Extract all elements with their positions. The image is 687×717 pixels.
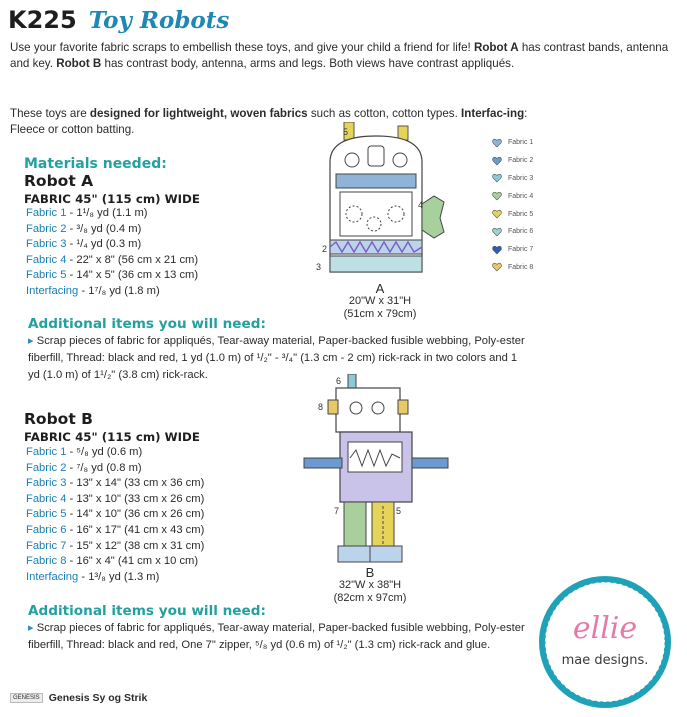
- heart-icon: [492, 191, 502, 201]
- robot-a-caption: [300, 282, 460, 321]
- robot-a-letter: A: [375, 281, 385, 296]
- robot-b-arm-left: [304, 458, 342, 468]
- robot-b-eye-left: [350, 402, 362, 414]
- fabric-amount: - 14" x 10" (36 cm x 26 cm): [66, 508, 205, 521]
- fabric-label: Fabric 7: [26, 539, 67, 552]
- legend-label: Fabric 1: [508, 139, 534, 147]
- fabric-label: Fabric 2: [26, 461, 67, 474]
- callout-2: 2: [322, 244, 328, 254]
- fabric-note-text: These toys are: [10, 107, 90, 120]
- pattern-title: Toy Robots: [88, 7, 230, 34]
- fabric-amount: - 1⁷/₈ yd (1.8 m): [78, 284, 160, 297]
- pattern-code: K225: [8, 6, 77, 34]
- fabric-amount: - 13" x 10" (33 cm x 26 cm): [66, 492, 205, 505]
- intro-robot-a: Robot A: [473, 41, 519, 54]
- triangle-bullet-icon: ▸: [28, 622, 34, 634]
- heart-icon: [492, 227, 502, 237]
- additional-text-b: [28, 620, 528, 654]
- robot_b-item: [26, 492, 204, 508]
- additional-items-b: Scrap pieces of fabric for appliqués, Tear-away material, Paper-backed fusible webbing, Poly-ester fiberfill, Thread: black and red, One 7" zipper, ⁵/₈ yd (0.6 m) of ¹/₂" (1.3 cm) rick-rack and glue.: [28, 622, 525, 651]
- callout-8: 8: [318, 402, 324, 412]
- robot-a-heading: Robot A: [24, 172, 94, 190]
- robot-b-size-cm: (82cm x 97cm): [333, 592, 407, 604]
- legend-item: [492, 223, 533, 241]
- robot-b-foot-left: [338, 546, 370, 562]
- callout-5: 5: [396, 506, 402, 516]
- robot-a-panel: [340, 192, 412, 236]
- fabric-amount: - 22" x 8" (56 cm x 21 cm): [66, 253, 199, 266]
- legend-item: [492, 152, 533, 170]
- triangle-bullet-icon: ▸: [28, 335, 34, 347]
- callout-3: 3: [316, 262, 322, 272]
- robot-a-eye-right: [393, 153, 407, 167]
- legend-label: Fabric 7: [508, 246, 534, 254]
- robot_a-item: [26, 237, 198, 253]
- fabric-amount: - 16" x 17" (41 cm x 43 cm): [66, 523, 205, 536]
- heart-icon: [492, 156, 502, 166]
- fabric-label: Fabric 3: [26, 477, 67, 490]
- robot-b-heading: Robot B: [24, 410, 93, 428]
- badge-mae-designs: mae designs.: [561, 653, 649, 668]
- fabric-label: Interfacing: [26, 284, 79, 297]
- fabric-legend: [492, 134, 533, 276]
- robot-b-illustration: [290, 374, 460, 574]
- legend-item: [492, 134, 533, 152]
- footer: [10, 692, 147, 704]
- additional-items-a: Scrap pieces of fabric for appliqués, Tear-away material, Paper-backed fusible webbing, Poly-ester fiberfill, Thread: black and red, 1 yd (1.0 m) of ¹/₂" - ³/₄" (1.3 cm - 2 cm) rick-rack in two colors and 1 yd (1.0 m) of 1¹/₂" (3.8 cm) rick-rack.: [28, 335, 525, 381]
- legend-item: [492, 259, 533, 277]
- fabric-label: Fabric 3: [26, 238, 67, 251]
- robot-b-ear-left: [328, 400, 338, 414]
- additional-heading-b: Additional items you will need:: [28, 603, 266, 619]
- robot-b-head: [336, 388, 400, 432]
- robot-b-arm-right: [412, 458, 448, 468]
- heart-icon: [492, 173, 502, 183]
- heart-icon: [492, 138, 502, 148]
- robot-a-size-in: 20"W x 31"H: [348, 295, 412, 307]
- legend-item: [492, 170, 533, 188]
- robot_b-item: [26, 476, 204, 492]
- intro-text: has contrast body, antenna, arms and legs. Both views have contrast appliqués.: [101, 56, 515, 70]
- legend-item: [492, 241, 533, 259]
- legend-label: Fabric 3: [508, 174, 534, 182]
- robot_b-item: [26, 554, 204, 570]
- fabric-amount: - ¹/₄ yd (0.3 m): [66, 238, 142, 251]
- robot_b-item: [26, 507, 204, 523]
- fabric-label: Fabric 5: [26, 269, 67, 282]
- heart-icon: [492, 262, 502, 272]
- legend-item: [492, 205, 533, 223]
- robot-a-fabric-width: FABRIC 45" (115 cm) WIDE: [24, 192, 200, 206]
- robot-b-size-in: 32"W x 38"H: [338, 579, 402, 591]
- robot-b-antenna: [348, 374, 356, 388]
- fabric-note-text: : Fleece or cotton batting.: [10, 107, 528, 136]
- callout-7: 7: [334, 506, 340, 516]
- intro-robot-b: Robot B: [56, 56, 102, 70]
- robot_b-item: [26, 445, 204, 461]
- materials-heading: Materials needed:: [24, 156, 167, 172]
- intro-paragraph: [10, 40, 670, 71]
- robot_a-item: [26, 222, 198, 238]
- robot_b-item: [26, 570, 204, 586]
- fabric-label: Fabric 8: [26, 555, 67, 568]
- ellie-mae-badge: [530, 572, 680, 712]
- heart-icon: [492, 209, 502, 219]
- fabric-label: Interfacing: [26, 570, 79, 583]
- legend-item: [492, 187, 533, 205]
- legend-label: Fabric 6: [508, 228, 534, 236]
- robot-b-caption: [290, 566, 450, 605]
- interfacing-label: Interfac-ing: [461, 107, 525, 120]
- robot_a-item: [26, 253, 198, 269]
- fabric-amount: - 14" x 5" (36 cm x 13 cm): [66, 269, 199, 282]
- robot_b-item: [26, 461, 204, 477]
- robot-b-letter: B: [365, 565, 375, 580]
- callout-4: 4: [418, 200, 424, 210]
- badge-ellie: ellie: [572, 611, 638, 646]
- robot-b-fabric-list: [26, 445, 204, 585]
- fabric-note-bold: designed for lightweight, woven fabrics: [89, 107, 308, 120]
- legend-label: Fabric 4: [508, 192, 534, 200]
- robot-b-fabric-width: FABRIC 45" (115 cm) WIDE: [24, 430, 200, 444]
- robot_b-item: [26, 523, 204, 539]
- fabric-note-text: such as cotton, cotton types.: [307, 107, 462, 120]
- fabric-amount: - 16" x 4" (41 cm x 10 cm): [66, 555, 199, 568]
- robot-b-leg-left: [344, 502, 366, 548]
- fabric-amount: - ⁵/₈ yd (0.6 m): [66, 446, 143, 458]
- fabric-amount: - 1¹/₈ yd (1.1 m): [66, 207, 148, 219]
- fabric-label: Fabric 4: [26, 253, 67, 266]
- robot-a-eye-left: [345, 153, 359, 167]
- fabric-label: Fabric 5: [26, 508, 67, 521]
- intro-text: Use your favorite fabric scraps to embellish these toys, and give your child a friend for life!: [10, 41, 474, 54]
- additional-heading-a: Additional items you will need:: [28, 316, 266, 332]
- robot-a-nose: [368, 146, 384, 166]
- callout-6: 6: [336, 376, 342, 386]
- fabric-note: [10, 106, 530, 137]
- robot-b-eye-right: [372, 402, 384, 414]
- fabric-label: Fabric 1: [26, 207, 67, 219]
- robot_a-item: [26, 284, 198, 300]
- robot-b-ear-right: [398, 400, 408, 414]
- fabric-label: Fabric 2: [26, 222, 67, 235]
- robot-b-screen: [348, 442, 402, 472]
- footer-text: Genesis Sy og Strik: [48, 692, 148, 704]
- heart-icon: [492, 245, 502, 255]
- robot-a-band-top: [336, 174, 416, 188]
- legend-label: Fabric 2: [508, 157, 534, 165]
- legend-label: Fabric 8: [508, 263, 534, 271]
- robot-a-band-bottom: [330, 256, 422, 272]
- fabric-amount: - ⁷/₈ yd (0.8 m): [66, 461, 142, 474]
- robot-b-foot-right: [370, 546, 402, 562]
- robot-a-key: [422, 196, 444, 238]
- robot_b-item: [26, 539, 204, 555]
- robot_a-item: [26, 206, 198, 222]
- fabric-label: Fabric 6: [26, 523, 67, 536]
- genesis-logo: GENESIS: [10, 693, 43, 703]
- robot_a-item: [26, 268, 198, 284]
- fabric-label: Fabric 1: [26, 446, 67, 458]
- legend-label: Fabric 5: [508, 210, 534, 218]
- fabric-amount: - 15" x 12" (38 cm x 31 cm): [66, 539, 205, 552]
- fabric-label: Fabric 4: [26, 492, 67, 505]
- fabric-amount: - 1³/₈ yd (1.3 m): [78, 570, 160, 583]
- robot-a-size-cm: (51cm x 79cm): [343, 308, 417, 320]
- robot-a-illustration: [310, 122, 450, 292]
- page-header: [8, 6, 229, 34]
- intro-text: has contrast bands, antenna and key.: [10, 41, 669, 70]
- fabric-amount: - 13" x 14" (33 cm x 36 cm): [66, 477, 205, 490]
- fabric-amount: - ³/₈ yd (0.4 m): [66, 222, 142, 235]
- robot-a-fabric-list: [26, 206, 198, 300]
- callout-5: 5: [343, 127, 349, 137]
